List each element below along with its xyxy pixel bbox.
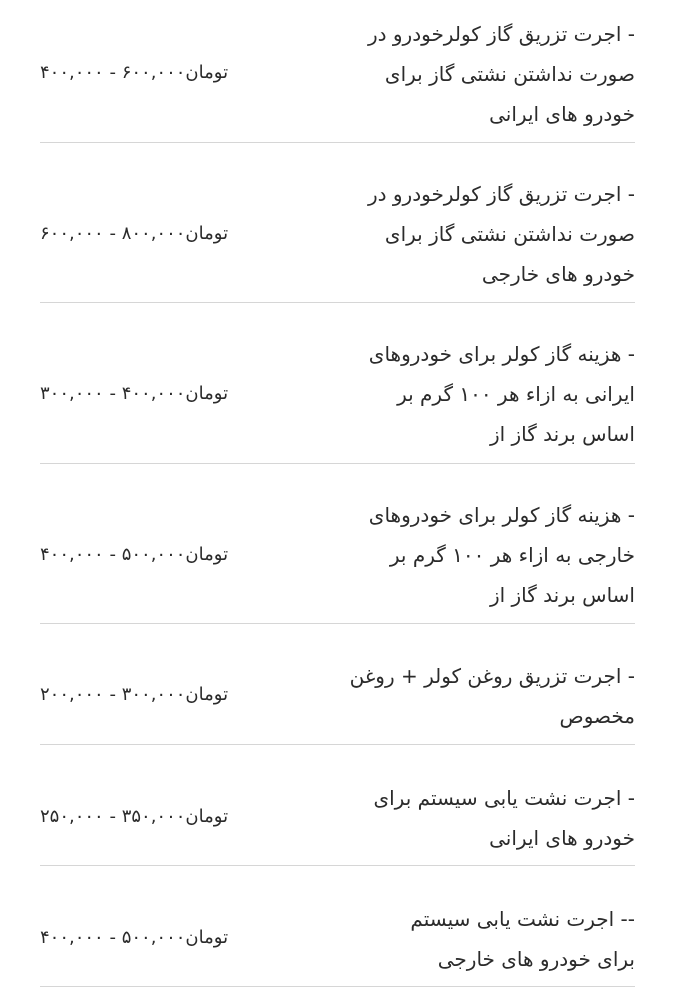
price-value: ۴۰۰,۰۰۰ - ۳۰۰,۰۰۰	[40, 383, 186, 404]
table-row	[40, 302, 635, 464]
table-row	[40, 744, 635, 866]
service-description: - اجرت تزریق روغن کولر + روغن مخصوص	[349, 664, 635, 728]
price-unit: تومان	[185, 223, 229, 244]
price-unit: تومان	[185, 684, 229, 705]
price-value: ۳۵۰,۰۰۰ - ۲۵۰,۰۰۰	[40, 806, 186, 827]
table-row	[40, 463, 635, 624]
price-range	[40, 382, 238, 406]
price-range	[40, 805, 238, 829]
table-row	[40, 623, 635, 745]
service-description: -- اجرت نشت یابی سیستم برای خودرو های خارجی	[410, 907, 635, 971]
service-description: - اجرت نشت یابی سیستم برای خودرو های ایرانی	[373, 786, 635, 850]
price-range	[40, 683, 238, 707]
price-value: ۵۰۰,۰۰۰ - ۴۰۰,۰۰۰	[40, 544, 186, 565]
price-unit: تومان	[185, 62, 229, 83]
price-value: ۸۰۰,۰۰۰ - ۶۰۰,۰۰۰	[40, 223, 186, 244]
service-description: - اجرت تزریق گاز کولرخودرو در صورت نداشتن نشتی گاز برای خودرو های ایرانی	[367, 22, 635, 126]
table-row	[40, 0, 635, 143]
price-unit: تومان	[185, 806, 229, 827]
price-value: ۵۰۰,۰۰۰ - ۴۰۰,۰۰۰	[40, 927, 186, 948]
price-unit: تومان	[185, 927, 229, 948]
price-range	[40, 543, 238, 567]
price-range	[40, 61, 238, 85]
table-row	[40, 142, 635, 303]
price-unit: تومان	[185, 544, 229, 565]
price-unit: تومان	[185, 383, 229, 404]
service-description: - اجرت تزریق گاز کولرخودرو در صورت نداشتن نشتی گاز برای خودرو های خارجی	[367, 182, 635, 286]
service-description: - هزینه گاز کولر برای خودروهای خارجی به ازاء هر ۱۰۰ گرم بر اساس برند گاز از	[368, 503, 635, 607]
price-range	[40, 222, 238, 246]
price-value: ۶۰۰,۰۰۰ - ۴۰۰,۰۰۰	[40, 62, 186, 83]
service-description: - هزینه گاز کولر برای خودروهای ایرانی به ازاء هر ۱۰۰ گرم بر اساس برند گاز از	[368, 342, 635, 446]
price-value: ۳۰۰,۰۰۰ - ۲۰۰,۰۰۰	[40, 684, 186, 705]
table-row	[40, 865, 635, 987]
price-range	[40, 926, 238, 950]
